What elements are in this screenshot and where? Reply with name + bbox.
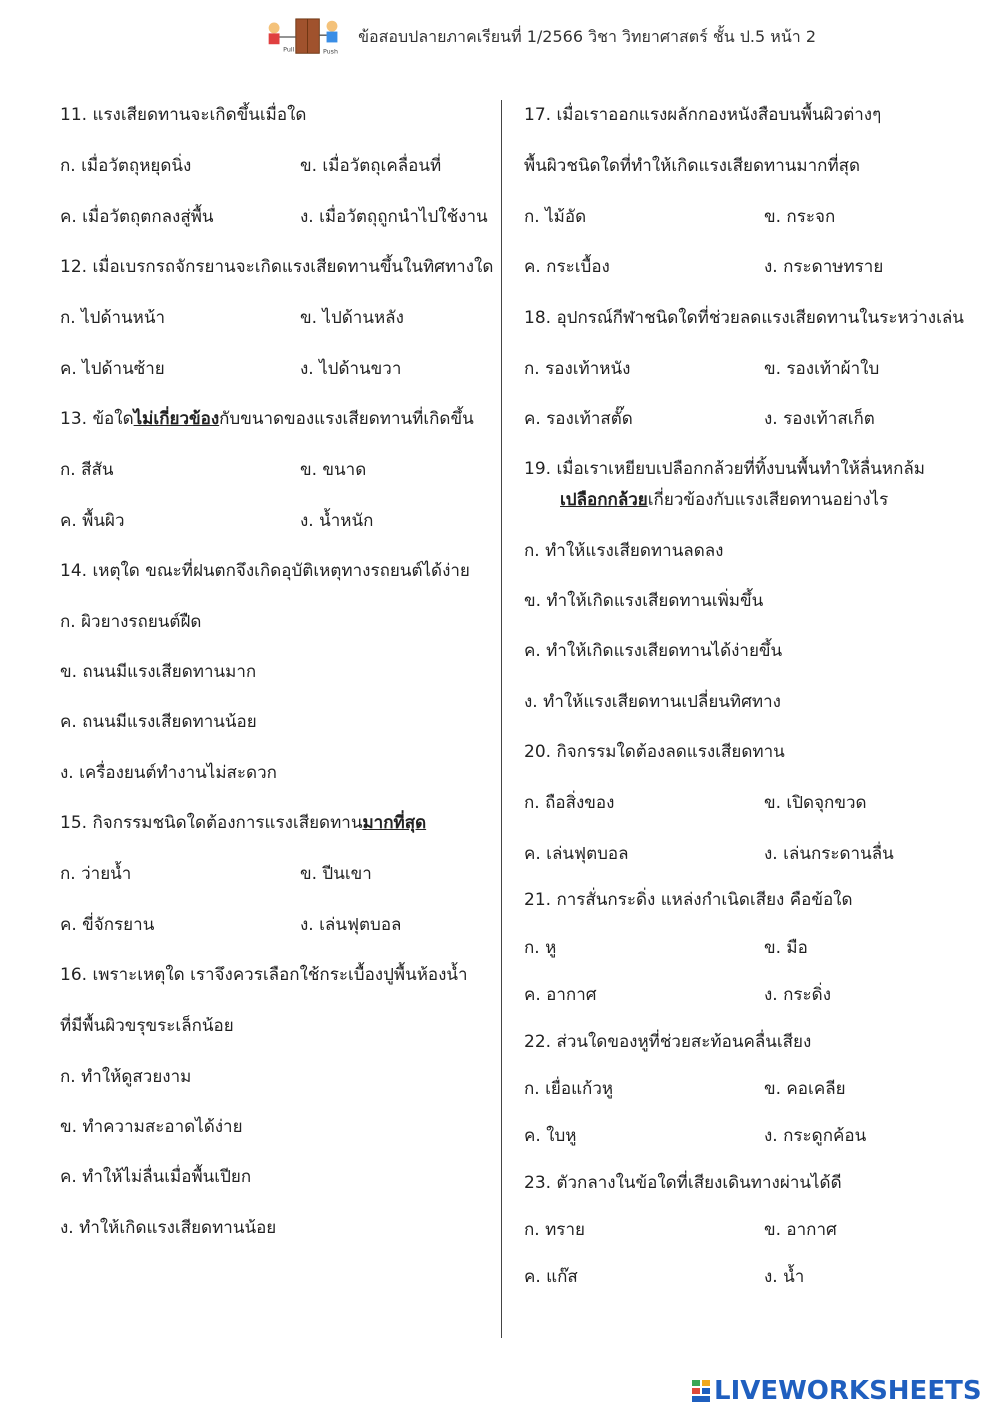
q15-options-row2 <box>60 914 401 936</box>
question-23: 23. ตัวกลางในข้อใดที่เสียงเดินทางผ่านได้ดี <box>524 1173 842 1193</box>
q17-options-row2 <box>524 256 883 278</box>
q22-options-row1 <box>524 1078 846 1100</box>
q23-options-row2 <box>524 1266 804 1288</box>
question-13: 13. ข้อใดไม่เกี่ยวข้องกับขนาดของแรงเสียดทานที่เกิดขึ้น <box>60 409 474 429</box>
q13-option-b[interactable]: ข. ขนาด <box>300 460 367 480</box>
q15-option-c[interactable]: ค. ขี่จักรยาน <box>60 915 155 935</box>
q18-option-a[interactable]: ก. รองเท้าหนัง <box>524 359 631 379</box>
q14-option-c[interactable]: ค. ถนนมีแรงเสียดทานน้อย <box>60 712 257 732</box>
q21-option-a[interactable]: ก. หู <box>524 938 557 958</box>
svg-text:Push: Push <box>322 48 338 56</box>
q20-option-a[interactable]: ก. ถือสิ่งของ <box>524 793 615 813</box>
q11-option-c[interactable]: ค. เมื่อวัตถุตกลงสู่พื้น <box>60 207 214 227</box>
column-divider <box>501 100 502 1338</box>
q15-option-b[interactable]: ข. ปีนเขา <box>300 864 372 884</box>
q20-option-c[interactable]: ค. เล่นฟุตบอล <box>524 844 629 864</box>
q23-option-d[interactable]: ง. น้ำ <box>764 1267 805 1287</box>
q17-option-a[interactable]: ก. ไม้อัด <box>524 207 587 227</box>
question-18: 18. อุปกรณ์กีฬาชนิดใดที่ช่วยลดแรงเสียดทานในระหว่างเล่น <box>524 308 964 328</box>
q17-options-row1 <box>524 206 835 228</box>
q17-option-d[interactable]: ง. กระดาษทราย <box>764 257 884 277</box>
q21-option-b[interactable]: ข. มือ <box>764 938 808 958</box>
push-pull-logo-icon <box>256 15 350 59</box>
q18-option-b[interactable]: ข. รองเท้าผ้าใบ <box>764 359 880 379</box>
page-title: ข้อสอบปลายภาคเรียนที่ 1/2566 วิชา วิทยาศาสตร์ ชั้น ป.5 หน้า 2 <box>358 26 816 46</box>
q23-options-row1 <box>524 1219 837 1241</box>
liveworksheets-mark-icon <box>692 1380 710 1402</box>
q17-option-b[interactable]: ข. กระจก <box>764 207 836 227</box>
q14-option-b[interactable]: ข. ถนนมีแรงเสียดทานมาก <box>60 662 257 682</box>
question-17-line2: พื้นผิวชนิดใดที่ทำให้เกิดแรงเสียดทานมากที่สุด <box>524 156 861 176</box>
q17-option-c[interactable]: ค. กระเบื้อง <box>524 257 610 277</box>
q11-option-a[interactable]: ก. เมื่อวัตถุหยุดนิ่ง <box>60 156 192 176</box>
question-20: 20. กิจกรรมใดต้องลดแรงเสียดทาน <box>524 742 785 762</box>
q15-emphasis: มากที่สุด <box>362 813 427 833</box>
q23-option-c[interactable]: ค. แก๊ส <box>524 1267 578 1287</box>
q21-option-c[interactable]: ค. อากาศ <box>524 985 597 1005</box>
q18-option-c[interactable]: ค. รองเท้าสตั๊ด <box>524 409 633 429</box>
q13-option-c[interactable]: ค. พื้นผิว <box>60 511 125 531</box>
q12-options-row1 <box>60 307 404 329</box>
q19-emphasis: เปลือกกล้วย <box>560 490 648 510</box>
q16-option-d[interactable]: ง. ทำให้เกิดแรงเสียดทานน้อย <box>60 1218 277 1238</box>
q11-options-row1 <box>60 155 441 177</box>
q12-option-b[interactable]: ข. ไปด้านหลัง <box>300 308 404 328</box>
q22-option-b[interactable]: ข. คอเคลีย <box>764 1079 846 1099</box>
q14-option-d[interactable]: ง. เครื่องยนต์ทำงานไม่สะดวก <box>60 763 277 783</box>
q20-option-b[interactable]: ข. เปิดจุกขวด <box>764 793 867 813</box>
q13-options-row1 <box>60 459 366 481</box>
page-header <box>256 12 816 62</box>
q20-options-row1 <box>524 792 867 814</box>
q21-options-row1 <box>524 937 808 959</box>
q21-options-row2 <box>524 984 831 1006</box>
q12-option-a[interactable]: ก. ไปด้านหน้า <box>60 308 166 328</box>
q12-option-c[interactable]: ค. ไปด้านซ้าย <box>60 359 165 379</box>
question-12: 12. เมื่อเบรกรถจักรยานจะเกิดแรงเสียดทานขึ้นในทิศทางใด <box>60 257 494 277</box>
svg-text:Pull: Pull <box>283 46 295 54</box>
q20-option-d[interactable]: ง. เล่นกระดานลื่น <box>764 844 894 864</box>
q11-options-row2 <box>60 206 488 228</box>
q15-option-a[interactable]: ก. ว่ายน้ำ <box>60 864 132 884</box>
q15-option-d[interactable]: ง. เล่นฟุตบอล <box>300 915 402 935</box>
q18-options-row2 <box>524 408 875 430</box>
question-17-line1: 17. เมื่อเราออกแรงผลักกองหนังสือบนพื้นผิวต่างๆ <box>524 105 882 125</box>
question-16-line1: 16. เพราะเหตุใด เราจึงควรเลือกใช้กระเบื้องปูพื้นห้องน้ำ <box>60 965 468 985</box>
q18-options-row1 <box>524 358 879 380</box>
q19-option-b[interactable]: ข. ทำให้เกิดแรงเสียดทานเพิ่มขึ้น <box>524 591 764 611</box>
question-19-line2: เปลือกกล้วยเกี่ยวข้องกับแรงเสียดทานอย่างไร <box>560 490 889 510</box>
q18-option-d[interactable]: ง. รองเท้าสเก็ต <box>764 409 875 429</box>
question-16-line2: ที่มีพื้นผิวขรุขระเล็กน้อย <box>60 1016 234 1036</box>
q11-option-d[interactable]: ง. เมื่อวัตถุถูกนำไปใช้งาน <box>300 207 488 227</box>
q13-option-d[interactable]: ง. น้ำหนัก <box>300 511 374 531</box>
q12-option-d[interactable]: ง. ไปด้านขวา <box>300 359 402 379</box>
liveworksheets-logo <box>692 1376 982 1406</box>
q12-options-row2 <box>60 358 401 380</box>
q23-option-a[interactable]: ก. ทราย <box>524 1220 585 1240</box>
question-15: 15. กิจกรรมชนิดใดต้องการแรงเสียดทานมากที่สุด <box>60 813 427 833</box>
question-22: 22. ส่วนใดของหูที่ช่วยสะท้อนคลื่นเสียง <box>524 1032 812 1052</box>
q21-option-d[interactable]: ง. กระดิ่ง <box>764 985 832 1005</box>
q16-option-a[interactable]: ก. ทำให้ดูสวยงาม <box>60 1067 192 1087</box>
q13-option-a[interactable]: ก. สีสัน <box>60 460 114 480</box>
q22-options-row2 <box>524 1125 866 1147</box>
q19-option-d[interactable]: ง. ทำให้แรงเสียดทานเปลี่ยนทิศทาง <box>524 692 781 712</box>
q22-option-d[interactable]: ง. กระดูกค้อน <box>764 1126 867 1146</box>
q13-options-row2 <box>60 510 373 532</box>
q14-option-a[interactable]: ก. ผิวยางรถยนต์ฝืด <box>60 612 202 632</box>
question-14: 14. เหตุใด ขณะที่ฝนตกจึงเกิดอุบัติเหตุทางรถยนต์ได้ง่าย <box>60 561 470 581</box>
question-11: 11. แรงเสียดทานจะเกิดขึ้นเมื่อใด <box>60 105 307 125</box>
question-21: 21. การสั่นกระดิ่ง แหล่งกำเนิดเสียง คือข้อใด <box>524 890 853 910</box>
q16-option-c[interactable]: ค. ทำให้ไม่ลื่นเมื่อพื้นเปียก <box>60 1167 252 1187</box>
brand-name: LIVEWORKSHEETS <box>714 1376 982 1406</box>
q13-emphasis: ไม่เกี่ยวข้อง <box>133 409 220 429</box>
q16-option-b[interactable]: ข. ทำความสะอาดได้ง่าย <box>60 1117 243 1137</box>
q19-option-c[interactable]: ค. ทำให้เกิดแรงเสียดทานได้ง่ายขึ้น <box>524 641 783 661</box>
q15-options-row1 <box>60 863 372 885</box>
q11-option-b[interactable]: ข. เมื่อวัตถุเคลื่อนที่ <box>300 156 442 176</box>
question-19-line1: 19. เมื่อเราเหยียบเปลือกกล้วยที่ทิ้งบนพื้นทำให้ลื่นหกล้ม <box>524 459 925 479</box>
q19-option-a[interactable]: ก. ทำให้แรงเสียดทานลดลง <box>524 541 724 561</box>
q22-option-a[interactable]: ก. เยื่อแก้วหู <box>524 1079 614 1099</box>
q23-option-b[interactable]: ข. อากาศ <box>764 1220 837 1240</box>
q20-options-row2 <box>524 843 894 865</box>
q22-option-c[interactable]: ค. ใบหู <box>524 1126 577 1146</box>
